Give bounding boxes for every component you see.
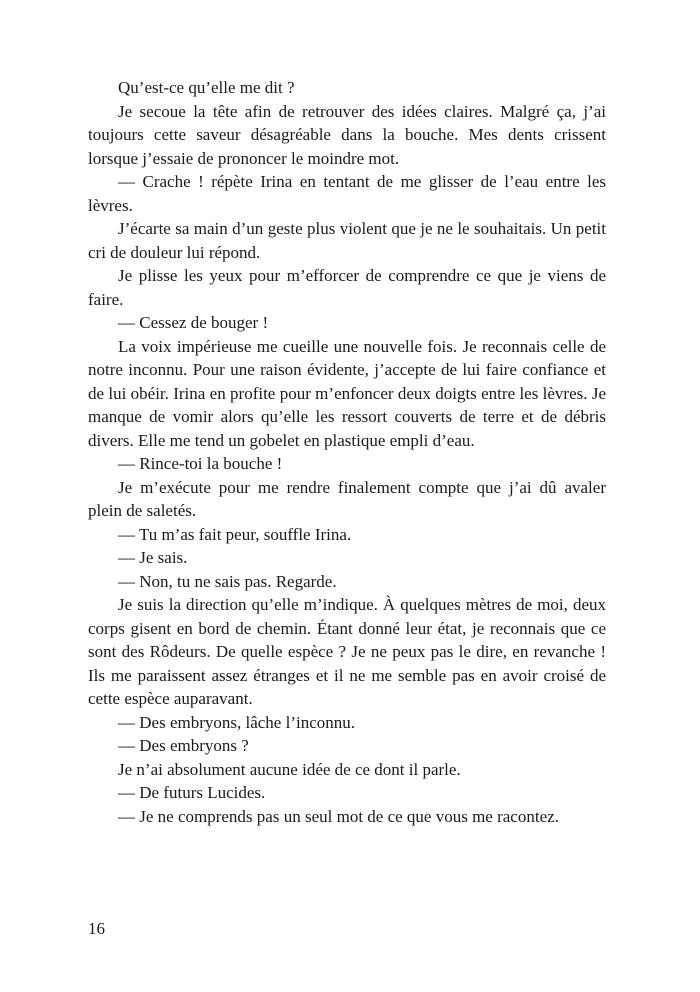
paragraph: Je secoue la tête afin de retrouver des idées claires. Malgré ça, j’ai toujours cette saveur désagréable dans la bouche. Mes dents crissent lorsque j’essaie de prononcer le moindre mot.: [88, 101, 606, 168]
dialogue-line: — Rince-toi la bouche !: [118, 454, 283, 473]
dialogue-line: — Je ne comprends pas un seul mot de ce que vous me racontez.: [118, 806, 559, 826]
paragraph: Je plisse les yeux pour m’efforcer de comprendre ce que je viens de faire.: [88, 266, 606, 309]
page-number: 16: [88, 919, 105, 938]
dialogue-line: — Crache ! répète Irina en tentant de me glisser de l’eau entre les lèvres.: [88, 172, 606, 215]
dialogue-line: — Des embryons, lâche l’inconnu.: [118, 712, 355, 732]
paragraph: Je suis la direction qu’elle m’indique. À quelques mètres de moi, deux corps gisent en bord de chemin. Étant donné leur état, je reconnais que ce sont des Rôdeurs. De quelle espèce ? Je ne peux pas le dire, en revanche ! Ils me paraissent assez étranges et il ne me semble pas en avoir croisé de cette espèce auparavant.: [88, 595, 606, 708]
dialogue-line: — Non, tu ne sais pas. Regarde.: [118, 571, 337, 591]
paragraph: Je n’ai absolument aucune idée de ce dont il parle.: [118, 759, 461, 779]
paragraph: La voix impérieuse me cueille une nouvelle fois. Je reconnais celle de notre inconnu. Pour une raison évidente, j’accepte de lui faire confiance et de lui obéir. Irina en profite pour m’enfoncer deux doigts entre les lèvres. Je manque de vomir alors qu’elle les ressort couverts de terre et de débris divers. Elle me tend un gobelet en plastique empli d’eau.: [88, 336, 606, 450]
paragraph: Qu’est-ce qu’elle me dit ?: [118, 78, 295, 97]
dialogue-line: — Des embryons ?: [118, 736, 249, 755]
dialogue-line: — De futurs Lucides.: [118, 783, 266, 802]
dialogue-line: — Je sais.: [118, 548, 188, 567]
dialogue-line: — Tu m’as fait peur, souffle Irina.: [118, 524, 352, 544]
page-body: [88, 76, 606, 828]
dialogue-line: — Cessez de bouger !: [118, 313, 269, 332]
paragraph: Je m’exécute pour me rendre finalement compte que j’ai dû avaler plein de saletés.: [88, 477, 606, 520]
paragraph: J’écarte sa main d’un geste plus violent que je ne le souhaitais. Un petit cri de douleur lui répond.: [88, 219, 606, 262]
